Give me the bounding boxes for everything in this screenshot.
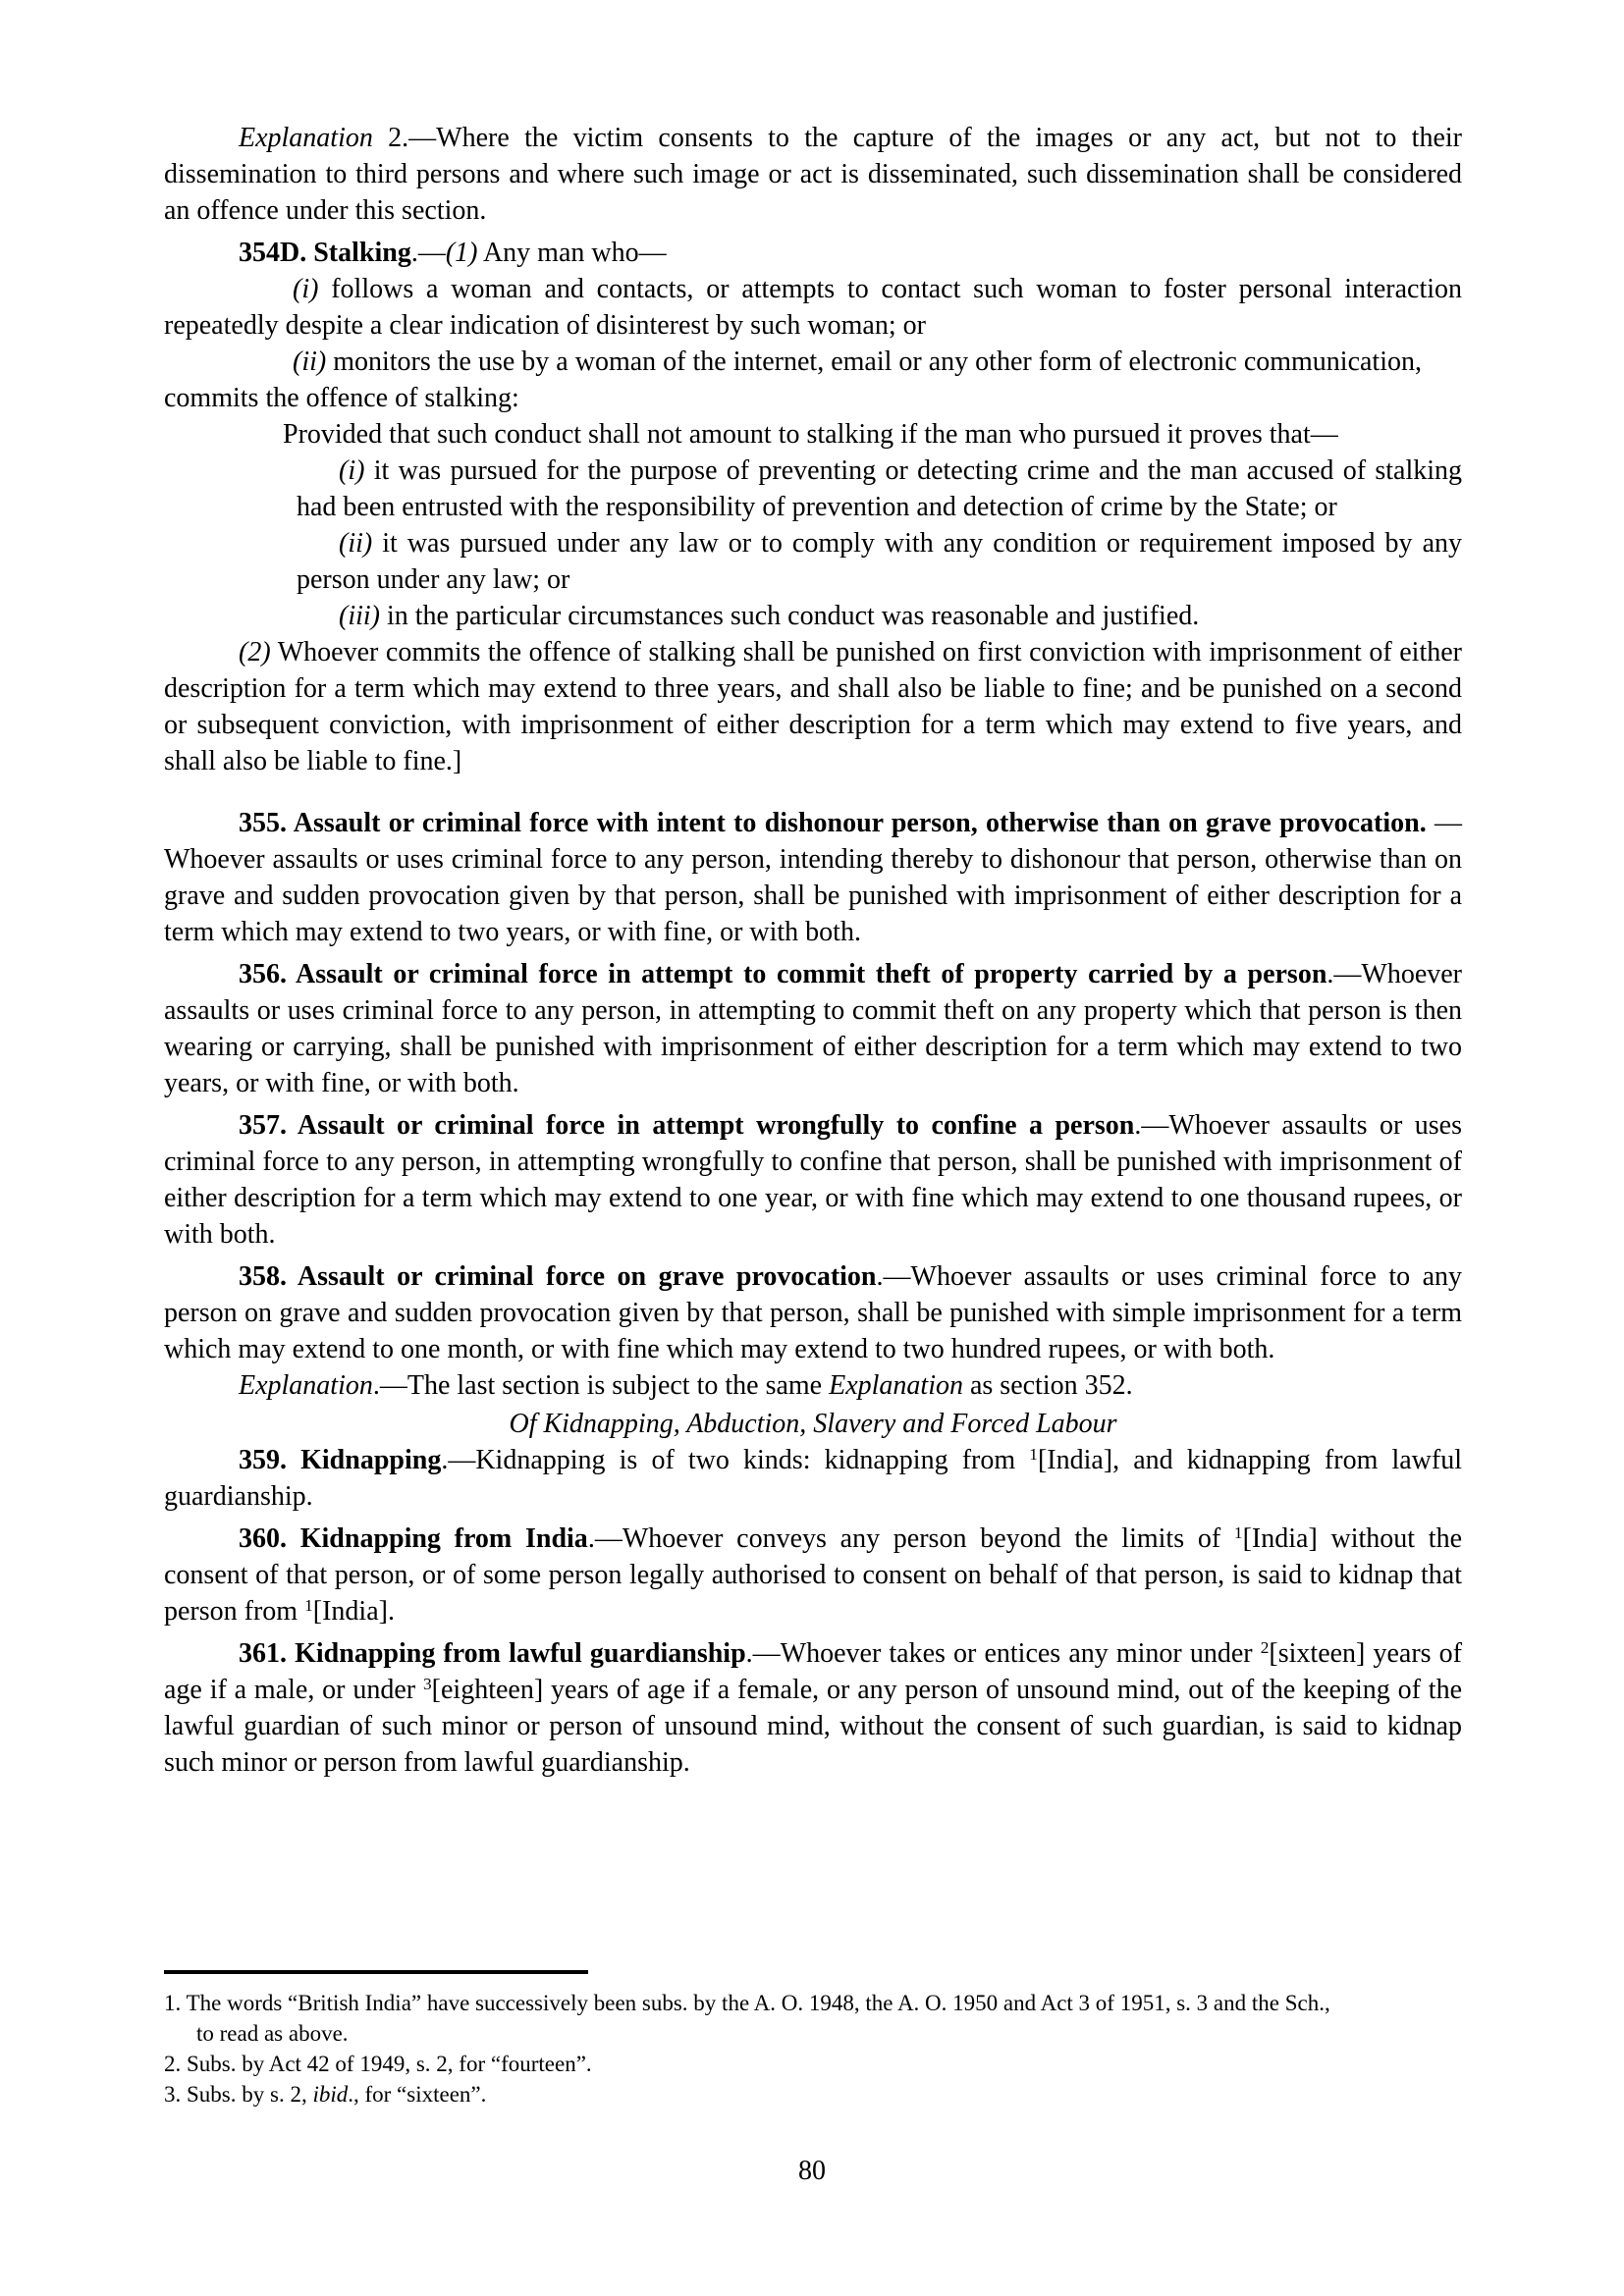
section-359-text-2: [India], and kidnapping from lawful guardianship. xyxy=(164,1445,1462,1512)
footnotes-section xyxy=(164,1970,1494,2109)
footnote-3-text-2: ., for “sixteen”. xyxy=(348,2082,487,2107)
section-361-text-3: [eighteen] years of age if a female, or any person of unsound mind, out of the keeping of the lawful guardian of such minor or person of unsound mind, without the consent of such guardian, is said to kidnap such minor or person from lawful guardianship. xyxy=(164,1675,1462,1778)
proviso-clause-ii-marker: (ii) xyxy=(339,528,373,559)
section-356-heading: 356. Assault or criminal force in attempt to commit theft of property carried by a person xyxy=(239,959,1327,989)
para-section-354d xyxy=(164,235,1462,271)
para-proviso-clause-iii xyxy=(297,598,1462,634)
proviso-clause-iii-marker: (iii) xyxy=(339,601,380,631)
para-section-355 xyxy=(164,805,1462,950)
para-section-359 xyxy=(164,1442,1462,1515)
footnote-3 xyxy=(164,2079,1494,2109)
para-354d-clause-ii xyxy=(164,344,1462,380)
footnote-3-ibid: ibid xyxy=(312,2082,349,2107)
section-354d-dash: .— xyxy=(410,238,446,268)
proviso-clause-ii-text: it was pursued under any law or to comply with any condition or requirement imposed by any person under any law; or xyxy=(297,528,1462,595)
clause-i-text: follows a woman and contacts, or attempts to contact such woman to foster personal interaction repeatedly despite a clear indication of disinterest by such woman; or xyxy=(164,274,1462,341)
footnote-3-number: 3. xyxy=(164,2082,182,2107)
explanation-358-label-2: Explanation xyxy=(829,1370,963,1401)
footnote-1-line-1: The words “British India” have successively been subs. by the A. O. 1948, the A. O. 1950 and Act 3 of 1951, s. 3 and the Sch., xyxy=(181,1991,1330,2015)
section-361-heading: 361. Kidnapping from lawful guardianship xyxy=(239,1638,746,1669)
section-357-heading: 357. Assault or criminal force in attempt wrongfully to confine a person xyxy=(239,1110,1135,1141)
proviso-clause-i-marker: (i) xyxy=(339,455,365,486)
footnote-1-line-2: to read as above. xyxy=(196,2021,349,2046)
footnote-ref-2: 2 xyxy=(1260,1638,1270,1658)
explanation-2-label: Explanation xyxy=(239,123,373,153)
footnote-2-text: Subs. by Act 42 of 1949, s. 2, for “fourteen”. xyxy=(181,2052,592,2076)
para-section-356 xyxy=(164,956,1462,1101)
para-proviso-clause-ii xyxy=(297,525,1462,598)
explanation-2-text: 2.—Where the victim consents to the capture of the images or any act, but not to their dissemination to third persons and where such image or act is disseminated, such dissemination shall be considered an offence under this section. xyxy=(164,123,1462,226)
clause-i-marker: (i) xyxy=(293,274,319,304)
para-354d-subsection-2 xyxy=(164,634,1462,779)
page-number: 80 xyxy=(798,2156,826,2186)
para-354d-clause-i xyxy=(164,271,1462,344)
footnote-3-text-1: Subs. by s. 2, xyxy=(181,2082,313,2107)
para-section-358 xyxy=(164,1258,1462,1367)
section-359-heading: 359. Kidnapping xyxy=(239,1445,442,1475)
section-355-heading: 355. Assault or criminal force with intent to dishonour person, otherwise than on grave provocation. xyxy=(239,808,1427,838)
para-commits-offence: commits the offence of stalking: xyxy=(164,383,519,413)
section-355-text: —Whoever assaults or uses criminal force to any person, intending thereby to dishonour that person, otherwise than on grave and sudden provocation given by that person, shall be punished with imprisonment of either description for a term which may extend to two years, or with fine, or with both. xyxy=(164,808,1462,947)
section-354d-text: Any man who— xyxy=(477,238,667,268)
footnote-ref-3: 3 xyxy=(422,1675,432,1694)
explanation-358-text-1: .—The last section is subject to the same xyxy=(372,1370,830,1401)
section-356-text: .—Whoever assaults or uses criminal force to any person, in attempting to commit theft on any property which that person is then wearing or carrying, shall be punished with imprisonment of either description for a term which may extend to two years, or with fine, or with both. xyxy=(164,959,1462,1098)
section-360-text-2: [India] without the consent of that person, or of some person legally authorised to consent on behalf of that person, is said to kidnap that person from xyxy=(164,1523,1463,1627)
clause-ii-text: monitors the use by a woman of the internet, email or any other form of electronic communication, xyxy=(326,347,1422,377)
section-358-text: .—Whoever assaults or uses criminal force to any person on grave and sudden provocation given by that person, shall be punished with simple imprisonment for a term which may extend to one month, or with fine which may extend to two hundred rupees, or with both. xyxy=(164,1261,1462,1364)
section-357-text: .—Whoever assaults or uses criminal force to any person, in attempting wrongfully to confine that person, shall be punished with imprisonment of either description for a term which may extend to one year, or with fine which may extend to one thousand rupees, or with both. xyxy=(164,1110,1462,1250)
section-354d-heading: 354D. Stalking xyxy=(239,238,411,268)
section-358-heading: 358. Assault or criminal force on grave provocation xyxy=(239,1261,877,1292)
explanation-358-text-2: as section 352. xyxy=(962,1370,1133,1401)
footnote-2-number: 2. xyxy=(164,2052,182,2076)
footnote-1 xyxy=(164,1988,1494,2049)
page-body xyxy=(164,120,1462,1781)
footnote-ref-1: 1 xyxy=(1233,1523,1243,1543)
footnote-ref-1: 1 xyxy=(304,1596,313,1616)
para-section-357 xyxy=(164,1107,1462,1253)
para-section-361 xyxy=(164,1635,1462,1781)
section-361-text-2: [sixteen] years of age if a male, or under xyxy=(164,1638,1463,1705)
section-360-text-3: [India]. xyxy=(312,1596,395,1627)
para-explanation-2 xyxy=(164,120,1462,229)
proviso-clause-iii-text: in the particular circumstances such conduct was reasonable and justified. xyxy=(380,601,1200,631)
footnote-1-number: 1. xyxy=(164,1991,182,2015)
footnote-2 xyxy=(164,2049,1494,2079)
para-proviso: Provided that such conduct shall not amount to stalking if the man who pursued it proves that— xyxy=(283,419,1338,450)
explanation-358-label: Explanation xyxy=(239,1370,373,1401)
para-section-360 xyxy=(164,1521,1462,1629)
section-361-text-1: .—Whoever takes or entices any minor under xyxy=(745,1638,1261,1669)
footnote-separator-rule xyxy=(164,1970,588,1974)
clause-ii-marker: (ii) xyxy=(293,347,327,377)
para-explanation-358 xyxy=(164,1367,1462,1404)
section-354d-subsection-number: (1) xyxy=(445,238,478,268)
footnote-ref-1: 1 xyxy=(1029,1445,1038,1465)
section-359-text-1: .—Kidnapping is of two kinds: kidnapping from xyxy=(441,1445,1030,1475)
proviso-clause-i-text: it was pursued for the purpose of preventing or detecting crime and the man accused of stalking had been entrusted with the responsibility of prevention and detection of crime by the State; or xyxy=(297,455,1462,522)
chapter-subheading: Of Kidnapping, Abduction, Slavery and Forced Labour xyxy=(509,1409,1117,1439)
para-proviso-clause-i xyxy=(297,453,1462,525)
section-360-heading: 360. Kidnapping from India xyxy=(239,1523,588,1554)
subsection-2-marker: (2) xyxy=(239,637,271,667)
subsection-2-text: Whoever commits the offence of stalking shall be punished on first conviction with imprisonment of either description for a term which may extend to three years, and shall also be liable to fine; and be punished on a second or subsequent conviction, with imprisonment of either description for a term which may extend to five years, and shall also be liable to fine.] xyxy=(164,637,1462,776)
section-360-text-1: .—Whoever conveys any person beyond the limits of xyxy=(587,1523,1234,1554)
